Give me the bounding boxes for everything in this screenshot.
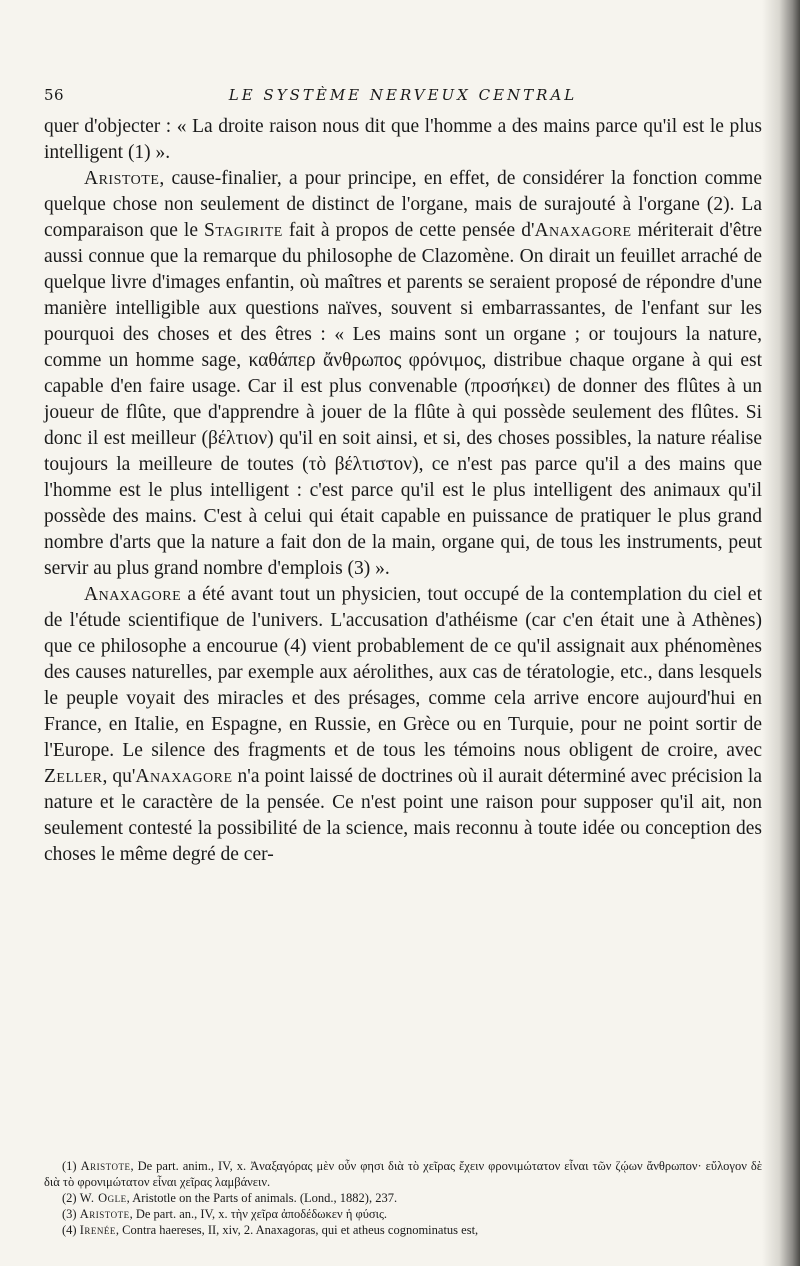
- footnote-author: Aristote: [79, 1207, 130, 1221]
- footnote-3: [44, 1206, 762, 1222]
- paragraph-text: , qu': [102, 766, 136, 787]
- footnote-author: Irenée: [79, 1223, 116, 1237]
- paragraph-2: [44, 166, 762, 582]
- page-edge-shadow: [762, 0, 800, 1266]
- footnote-4: [44, 1222, 762, 1238]
- paragraph-text: a été avant tout un physicien, tout occupé de la contemplation du ciel et de l'étude scientifique de l'univers. L'accusation d'athéisme (car c'en était une à Athènes) que ce philosophe a encourue (4) vient probablement de ce qu'il assignait aux phénomènes des causes naturelles, par exemple aux aérolithes, aux cas de tératologie, etc., dans lesquels le peuple voyait des miracles et des présages, comme cela arrive encore aujourd'hui en France, en Italie, en Espagne, en Russie, en Grèce ou en Turquie, pour ne point sortir de l'Europe. Le silence des fragments et de tous les témoins nous obligent de croire, avec: [44, 584, 762, 761]
- paragraph-text: mériterait d'être aussi connue que la remarque du philosophe de Clazomène. On dirait un feuillet arraché de quelque livre d'images enfantin, où maîtres et parents se seraient proposé de répondre d'une manière intelligible aux questions naïves, souvent si embarrassantes, de l'enfant sur les pourquoi des choses et des êtres : « Les mains sont un organe ; or toujours la nature, comme un homme sage, καθάπερ ἄνθρωπος φρόνιμος, distribue chaque organe à qui est capable d'en faire usage. Car il est plus convenable (προσήκει) de donner des flûtes à un joueur de flûte, que d'apprendre à jouer de la flûte à qui possède seulement des flûtes. Si donc il est meilleur (βέλτιον) qu'il en soit ainsi, et si, des choses possibles, la nature réalise toujours la meilleure de toutes (τὸ βέλτιστον), ce n'est pas parce qu'il a des mains que l'homme est le plus intelligent : c'est parce qu'il est le plus intelligent des animaux qu'il possède des mains. C'est à celui qui était capable en puissance de pratiquer le plus grand nombre d'arts que la nature a fait don de la main, organe qui, de tous les instruments, peut servir au plus grand nombre d'emplois (3) ».: [44, 220, 762, 579]
- running-title: LE SYSTÈME NERVEUX CENTRAL: [228, 86, 578, 104]
- author-name: Aristote: [84, 168, 160, 189]
- paragraph-text: fait à propos de cette pensée d': [282, 220, 535, 241]
- author-name: Stagirite: [204, 220, 283, 241]
- footnote-text: , Contra haereses, II, xiv, 2. Anaxagoras, qui et atheus cognominatus est,: [115, 1223, 479, 1237]
- footnote-author: Aristote: [80, 1159, 131, 1173]
- footnote-text: , De part. an., IV, x. τὴν χεῖρα ἀποδέδωκεν ἡ φύσις.: [129, 1207, 388, 1221]
- footnote-text: , Aristotle on the Parts of animals. (Lond., 1882), 237.: [126, 1191, 398, 1205]
- author-name: Anaxagore: [84, 584, 182, 605]
- footnote-number: (4): [62, 1223, 77, 1237]
- footnote-number: (2): [62, 1191, 77, 1205]
- body-text: [44, 114, 762, 868]
- footnotes: [44, 1158, 762, 1238]
- footnote-number: (1): [62, 1159, 77, 1173]
- footnote-1: [44, 1158, 762, 1190]
- page-number: 56: [44, 86, 65, 104]
- footnote-text: , De part. anim., IV, x. Ἀναξαγόρας μὲν οὖν φησι διὰ τὸ χεῖρας ἔχειν φρονιμώτατον εἶναι τῶν ζῴων ἄνθρωπον· εὔλογον δὲ διὰ τὸ φρονιμώτατον εἶναι χεῖρας λαμβάνειν.: [44, 1159, 763, 1189]
- paragraph-3: [44, 582, 762, 868]
- page-header: [44, 86, 762, 110]
- author-name: Anaxagore: [534, 220, 632, 241]
- footnote-number: (3): [62, 1207, 77, 1221]
- paragraph-text: n'a point laissé de doctrines où il aurait déterminé avec précision la nature et le caractère de la pensée. Ce n'est point une raison pour supposer qu'il ait, non seulement contesté la possibilité de la science, mais reconnu à toute idée ou conception des choses le même degré de cer-: [44, 766, 762, 865]
- paragraph-text: , cause-finalier, a pour principe, en effet, de considérer la fonction comme quelque chose non seulement de distinct de l'organe, mais de surajouté à l'organe (2). La comparaison que le: [44, 168, 762, 241]
- author-name: Anaxagore: [135, 766, 233, 787]
- author-name: Zeller: [44, 766, 103, 787]
- footnote-2: [44, 1190, 762, 1206]
- footnote-author: W. Ogle: [79, 1191, 127, 1205]
- paragraph-1: quer d'objecter : « La droite raison nous dit que l'homme a des mains parce qu'il est le plus intelligent (1) ».: [44, 116, 762, 163]
